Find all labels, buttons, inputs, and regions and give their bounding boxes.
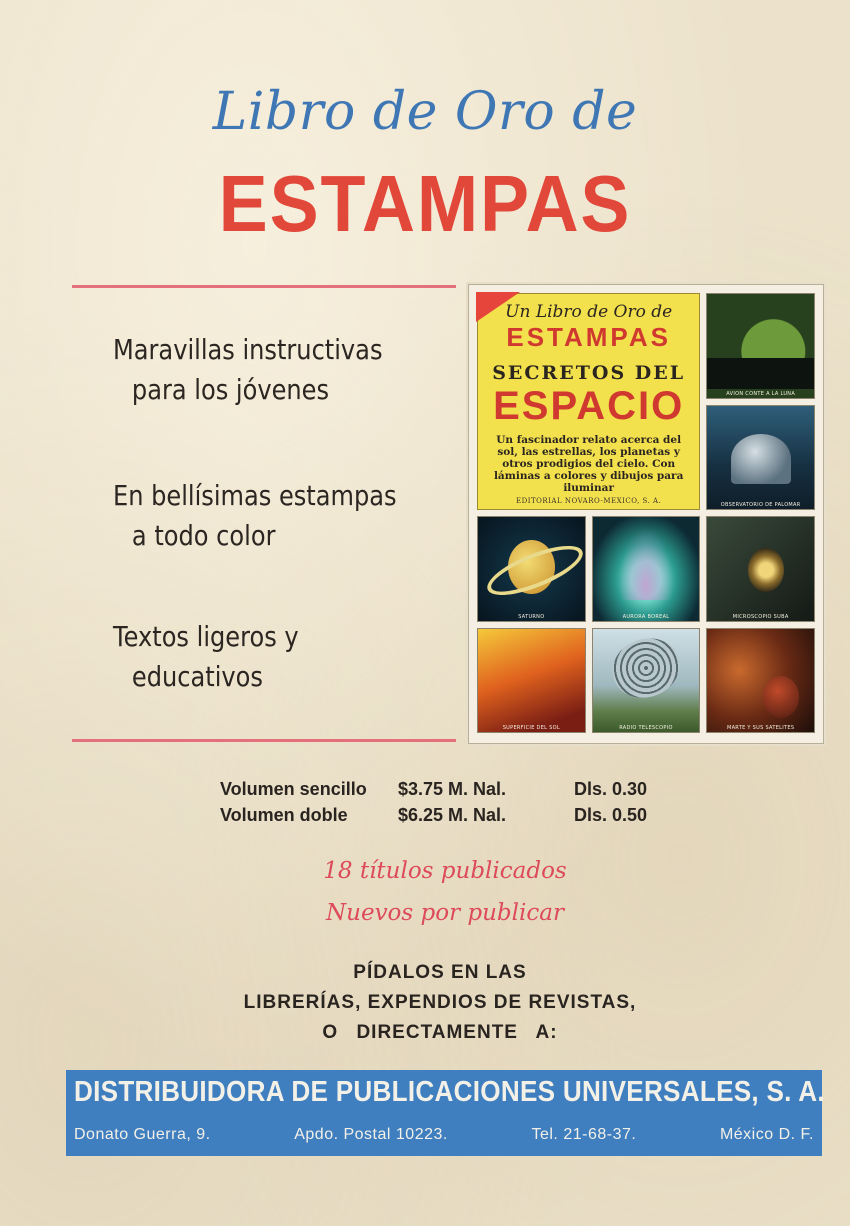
order-instructions: [0, 958, 850, 1048]
cover-title-line2: ESPACIO: [493, 384, 685, 428]
book-cover-image: [468, 284, 824, 744]
distributor-banner: [66, 1070, 825, 1156]
order-line: O DIRECTAMENTE A:: [322, 1022, 558, 1043]
illustration-caption: MICROSCOPIO SUBA: [732, 613, 789, 620]
cover-title-line1: SECRETOS DEL: [492, 362, 686, 384]
saturn-illustration: [477, 516, 586, 622]
price-usd: Dls. 0.50: [574, 805, 648, 825]
price-mxn: $3.75 M. Nal.: [398, 779, 507, 799]
illustration-caption: SATURNO: [518, 613, 545, 620]
city: México D. F.: [719, 1126, 814, 1143]
price-row: [220, 802, 647, 828]
brand-title: ESTAMPAS: [218, 159, 632, 248]
mars-illustration: [706, 628, 815, 734]
order-line: LIBRERÍAS, EXPENDIOS DE REVISTAS,: [243, 992, 637, 1013]
illustration-caption: OBSERVATORIO DE PALOMAR: [720, 502, 801, 508]
cover-blurb: Un fascinador relato acerca del sol, las estrellas, los planetas y otros prodigios del cielo. Con láminas a colores y dibujos para iluminar: [493, 434, 684, 494]
price-row: [220, 776, 647, 802]
bottom-divider: [72, 739, 456, 742]
radio-telescope-illustration: [592, 628, 701, 734]
feature-instructive: [113, 330, 382, 410]
price-label: Volumen sencillo: [220, 779, 367, 799]
distributor-name: DISTRIBUIDORA DE PUBLICACIONES UNIVERSALES, S. A.: [74, 1076, 825, 1108]
feature-line: educativos: [131, 660, 263, 693]
distributor-address: [74, 1126, 814, 1144]
sun-surface-illustration: [477, 628, 586, 734]
illustration-caption: MARTE Y SUS SATELITES: [726, 725, 795, 731]
cover-title-panel: [477, 293, 700, 510]
feature-line: Maravillas instructivas: [113, 333, 383, 366]
price-mxn: $6.25 M. Nal.: [398, 805, 507, 825]
aurora-illustration: [592, 516, 701, 622]
top-divider: [72, 285, 456, 288]
series-title: Libro de Oro de: [212, 82, 638, 142]
feature-line: En bellísimas estampas: [113, 479, 397, 512]
titles-upcoming: Nuevos por publicar: [326, 900, 564, 926]
feature-line: para los jóvenes: [131, 373, 330, 406]
po-box: Apdo. Postal 10223.: [294, 1126, 448, 1143]
feature-line: Textos ligeros y: [113, 620, 299, 653]
observatory-illustration: [706, 405, 815, 511]
illustration-caption: AVION CONTE A LA LUNA: [726, 390, 796, 397]
price-label: Volumen doble: [220, 805, 348, 825]
illustration-caption: SUPERFICIE DEL SOL: [502, 725, 560, 731]
feature-texts: [113, 617, 299, 697]
order-line: PÍDALOS EN LAS: [353, 962, 527, 983]
feature-line: a todo color: [131, 519, 276, 552]
illustration-caption: RADIO TELESCOPIO: [619, 725, 673, 731]
price-table: [220, 776, 647, 828]
microscope-illustration: [706, 516, 815, 622]
cover-publisher: EDITORIAL NOVARO-MEXICO, S. A.: [516, 497, 662, 505]
price-usd: Dls. 0.30: [574, 779, 648, 799]
titles-published: 18 títulos publicados: [323, 858, 567, 884]
planet-illustration: [706, 293, 815, 399]
illustration-caption: AURORA BOREAL: [622, 613, 670, 620]
street-address: Donato Guerra, 9.: [74, 1126, 211, 1143]
cover-brand: ESTAMPAS: [506, 322, 671, 352]
feature-color: [113, 476, 397, 556]
cover-series: Un Libro de Oro de: [505, 302, 673, 322]
phone-number: Tel. 21-68-37.: [531, 1126, 637, 1143]
